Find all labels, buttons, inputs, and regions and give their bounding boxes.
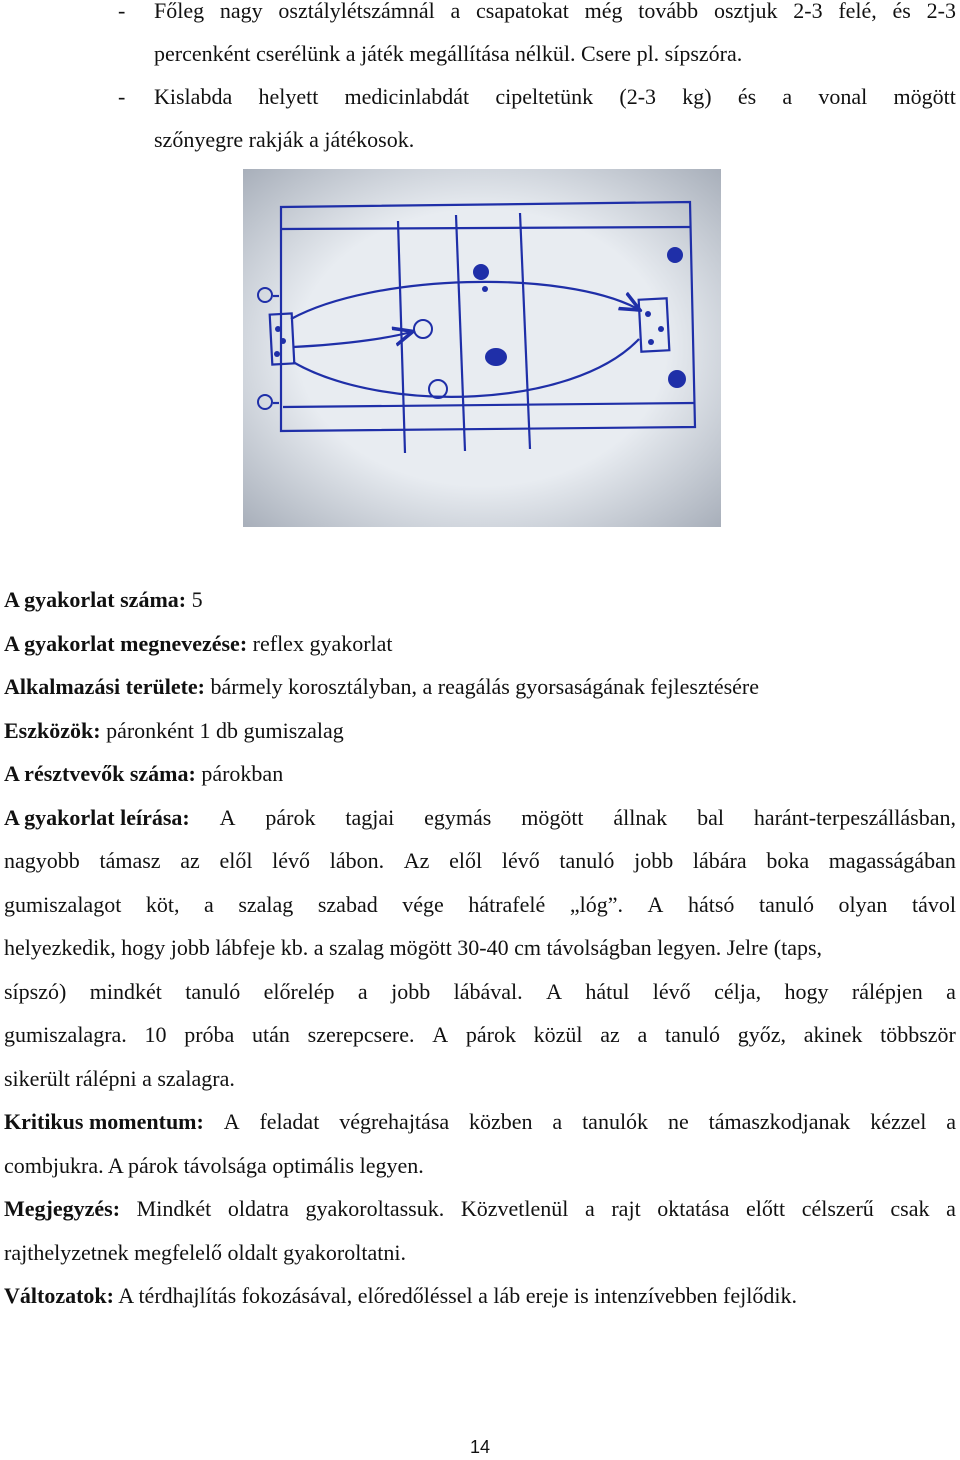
- word: Főleg: [154, 0, 205, 23]
- word: ne: [667, 1109, 689, 1134]
- word: lábára: [692, 848, 747, 873]
- word: vonal: [818, 84, 868, 109]
- variants-value: A térdhajlítás fokozásával, előredőléssel a láb ereje is intenzívebben fejlődik.: [113, 1283, 797, 1308]
- word: kg): [682, 84, 712, 109]
- word: gyakoroltassuk.: [305, 1196, 445, 1221]
- word: gumiszalagot: [4, 892, 122, 917]
- field-label: A résztvevők száma:: [4, 761, 196, 786]
- description-line: [4, 892, 956, 918]
- word: rálépjen: [851, 979, 923, 1004]
- word: a: [782, 84, 793, 109]
- word: a: [450, 0, 461, 23]
- word: akinek: [803, 1022, 863, 1047]
- word: A: [223, 1109, 240, 1134]
- word: szerepcsere.: [307, 1022, 415, 1047]
- word: Közvetlenül: [460, 1196, 569, 1221]
- word: jobb: [391, 979, 431, 1004]
- word: jobb: [634, 848, 674, 873]
- field-value: párokban: [195, 761, 284, 786]
- word: percenként cserélünk a játék megállítása nélkül. Csere pl. sípszóra.: [154, 41, 743, 66]
- word: végrehajtása: [339, 1109, 450, 1134]
- word: 10: [144, 1022, 167, 1047]
- word: tanuló: [559, 848, 615, 873]
- word: a: [946, 1196, 956, 1221]
- word: (2-3: [619, 84, 657, 109]
- word: az: [180, 848, 200, 873]
- word: csak: [890, 1196, 930, 1221]
- word: cipeltetünk: [495, 84, 594, 109]
- word: köt,: [145, 892, 180, 917]
- word: a: [204, 892, 214, 917]
- field-label: Eszközök:: [4, 718, 101, 743]
- word: mindkét: [89, 979, 162, 1004]
- field-label: A gyakorlat megnevezése:: [4, 631, 248, 656]
- critical-line-first: [4, 1109, 956, 1135]
- word: boka: [766, 848, 810, 873]
- word: közben: [469, 1109, 533, 1134]
- word: feladat: [259, 1109, 320, 1134]
- description-line: [4, 848, 956, 874]
- variants-label: Változatok:: [4, 1283, 114, 1308]
- word: győz,: [737, 1022, 786, 1047]
- word: a: [357, 979, 368, 1004]
- word: oldatra: [227, 1196, 289, 1221]
- word: hátsó: [687, 892, 735, 917]
- word: egymás: [424, 805, 492, 830]
- word: A: [647, 892, 664, 917]
- word: magasságában: [828, 848, 956, 873]
- description-line: [4, 1066, 956, 1092]
- word: párok: [265, 805, 316, 830]
- word: hátrafelé: [468, 892, 546, 917]
- word: előtt: [746, 1196, 786, 1221]
- word: helyett: [258, 84, 319, 109]
- word: támaszkodjanak: [708, 1109, 851, 1134]
- word: osztjuk: [713, 0, 778, 23]
- bullet-line: [154, 43, 956, 65]
- word: sikerült rálépni a szalagra.: [4, 1066, 235, 1091]
- bullet-line: [154, 86, 956, 108]
- bullet-dash: -: [118, 84, 126, 109]
- word: távol: [911, 892, 956, 917]
- word: osztálylétszámnál: [278, 0, 435, 23]
- word: szabad: [317, 892, 378, 917]
- word: mögött: [521, 805, 584, 830]
- word: bal: [697, 805, 724, 830]
- word: tanuló: [665, 1022, 721, 1047]
- field-name: [4, 631, 956, 657]
- field-value: bármely korosztályban, a reagálás gyorsaságának fejlesztésére: [205, 674, 760, 699]
- word: nagyobb: [4, 848, 80, 873]
- field-label: Alkalmazási területe:: [4, 674, 205, 699]
- description-line: [4, 979, 956, 1005]
- word: kézzel: [870, 1109, 927, 1134]
- word: Mindkét: [136, 1196, 212, 1221]
- word: az: [600, 1022, 620, 1047]
- court-diagram: [243, 169, 721, 527]
- word: Az: [403, 848, 430, 873]
- word: közül: [533, 1022, 583, 1047]
- word: A: [432, 1022, 449, 1047]
- word: helyezkedik, hogy jobb lábfeje kb. a szalag mögött 30-40 cm távolságban legyen. Jelre (taps,: [4, 935, 823, 960]
- field-value: 5: [186, 587, 203, 612]
- word: célja,: [714, 979, 762, 1004]
- word: 2-3: [926, 0, 956, 23]
- word: tanuló: [185, 979, 241, 1004]
- word: tovább: [638, 0, 699, 23]
- field-value: reflex gyakorlat: [247, 631, 393, 656]
- description-line: [4, 935, 956, 961]
- word: olyan: [838, 892, 888, 917]
- note-line-last: rajthelyzetnek megfelelő oldalt gyakoroltatni.: [4, 1240, 406, 1265]
- word: még: [584, 0, 623, 23]
- court-diagram-photo: [243, 169, 721, 527]
- word: sípszó): [4, 979, 67, 1004]
- word: a: [637, 1022, 648, 1047]
- word: haránt-terpeszállásban,: [753, 805, 956, 830]
- word: „lóg”.: [569, 892, 623, 917]
- word: 2-3: [793, 0, 823, 23]
- word: elől: [449, 848, 483, 873]
- word: felé,: [838, 0, 877, 23]
- word: lábával.: [453, 979, 523, 1004]
- field-label: A gyakorlat száma:: [4, 587, 187, 612]
- word: szőnyegre rakják a játékosok.: [154, 127, 415, 152]
- word: és: [892, 0, 911, 23]
- word: vége: [402, 892, 444, 917]
- bullet-line: [154, 129, 956, 151]
- note-label: Megjegyzés:: [4, 1196, 121, 1221]
- word: hogy: [784, 979, 829, 1004]
- word: elől: [219, 848, 253, 873]
- word: tanuló: [758, 892, 814, 917]
- critical-line-last: combjukra. A párok távolsága optimális legyen.: [4, 1153, 424, 1178]
- description-line: [4, 1022, 956, 1048]
- word: gumiszalagra.: [4, 1022, 127, 1047]
- bullet-line: [154, 0, 956, 22]
- word: után: [252, 1022, 290, 1047]
- description-label: A gyakorlat leírása:: [4, 805, 190, 830]
- word: a: [946, 1109, 956, 1134]
- word: támasz: [99, 848, 161, 873]
- field-participants: [4, 761, 956, 787]
- word: a: [552, 1109, 563, 1134]
- word: lábon.: [329, 848, 385, 873]
- word: tanulók: [582, 1109, 649, 1134]
- field-tools: [4, 718, 956, 744]
- word: célszerű: [801, 1196, 874, 1221]
- word: állnak: [613, 805, 668, 830]
- field-number: [4, 587, 956, 613]
- bullet-dash: -: [118, 0, 126, 23]
- critical-label: Kritikus momentum:: [4, 1109, 204, 1134]
- word: lévő: [652, 979, 691, 1004]
- word: A: [219, 805, 236, 830]
- word: medicinlabdát: [344, 84, 470, 109]
- description-line-first: [4, 805, 956, 831]
- word: előrelép: [263, 979, 335, 1004]
- field-area: [4, 674, 956, 700]
- word: Kislabda: [154, 84, 233, 109]
- page-number: 14: [469, 1437, 491, 1457]
- paper-background: [243, 169, 721, 527]
- note-line-first: [4, 1196, 956, 1222]
- word: próba: [184, 1022, 235, 1047]
- word: A: [546, 979, 562, 1004]
- word: hátul: [585, 979, 630, 1004]
- word: lévő: [272, 848, 311, 873]
- word: nagy: [219, 0, 263, 23]
- word: és: [737, 84, 757, 109]
- word: a: [946, 979, 956, 1004]
- word: rajt: [611, 1196, 641, 1221]
- word: többször: [880, 1022, 956, 1047]
- word: tagjai: [345, 805, 395, 830]
- variants-line: [4, 1283, 956, 1309]
- word: párok: [465, 1022, 516, 1047]
- word: szalag: [238, 892, 294, 917]
- word: oktatása: [657, 1196, 730, 1221]
- word: csapatokat: [476, 0, 569, 23]
- word: lévő: [501, 848, 540, 873]
- word: a: [584, 1196, 595, 1221]
- field-value: páronként 1 db gumiszalag: [100, 718, 344, 743]
- word: mögött: [893, 84, 956, 109]
